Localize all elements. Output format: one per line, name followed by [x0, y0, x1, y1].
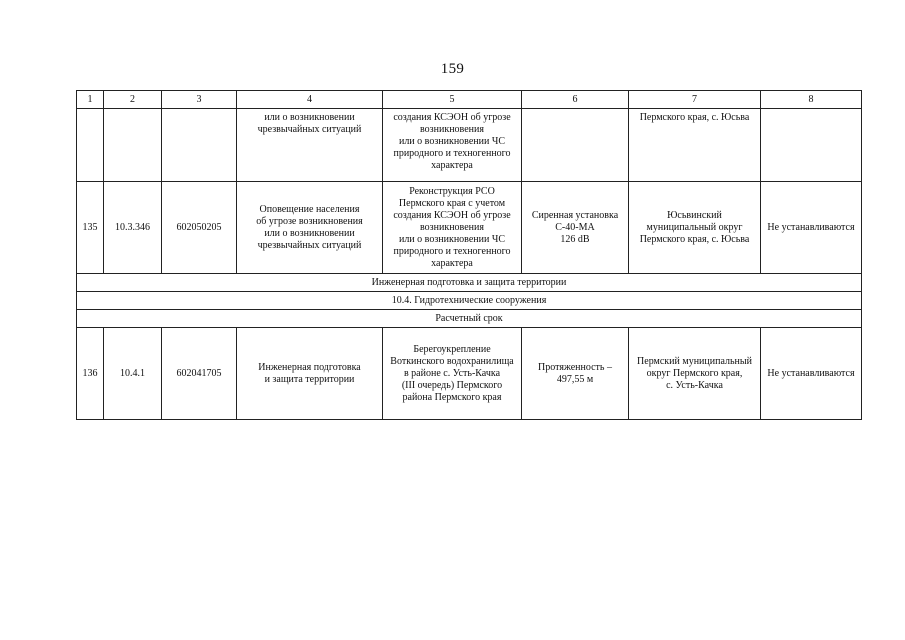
- header-row: [77, 91, 862, 109]
- characteristics-cell: [522, 109, 629, 182]
- zones-cell: Не устанавливаются: [761, 328, 862, 420]
- location-cell: Юсьвинский муниципальный округ Пермского края, с. Юсьва: [629, 182, 761, 274]
- object-name-cell: Берегоукрепление Воткинского водохранилища в районе с. Усть-Качка (III очередь) Пермского района Пермского края: [383, 328, 522, 420]
- period-title: Расчетный срок: [77, 310, 862, 328]
- characteristics-cell: Протяженность – 497,55 м: [522, 328, 629, 420]
- zones-cell: [761, 109, 862, 182]
- code-cell: [104, 109, 162, 182]
- location-cell: Пермский муниципальный округ Пермского края, с. Усть-Качка: [629, 328, 761, 420]
- table-row-135: [77, 182, 862, 274]
- header-cell: 7: [629, 91, 761, 109]
- code-cell: 10.3.346: [104, 182, 162, 274]
- row-number-cell: 136: [77, 328, 104, 420]
- row-number-cell: 135: [77, 182, 104, 274]
- section-row: [77, 274, 862, 292]
- page-number: 159: [440, 61, 465, 77]
- purpose-cell: Оповещение населения об угрозе возникновения или о возникновении чрезвычайных ситуаций: [237, 182, 383, 274]
- subsection-title: 10.4. Гидротехнические сооружения: [77, 292, 862, 310]
- code-cell: 10.4.1: [104, 328, 162, 420]
- section-row: [77, 292, 862, 310]
- zones-cell: Не устанавливаются: [761, 182, 862, 274]
- object-code-cell: [162, 109, 237, 182]
- header-cell: 4: [237, 91, 383, 109]
- header-cell: 2: [104, 91, 162, 109]
- header-cell: 8: [761, 91, 862, 109]
- row-number-cell: [77, 109, 104, 182]
- header-cell: 6: [522, 91, 629, 109]
- object-name-cell: Реконструкция РСО Пермского края с учетом создания КСЭОН об угрозе возникновения или о возникновении ЧС природного и техногенного характера: [383, 182, 522, 274]
- characteristics-cell: Сиренная установка С-40-МА 126 dB: [522, 182, 629, 274]
- object-code-cell: 602050205: [162, 182, 237, 274]
- section-row: [77, 310, 862, 328]
- object-code-cell: 602041705: [162, 328, 237, 420]
- register-table: [76, 90, 862, 420]
- object-name-cell: создания КСЭОН об угрозе возникновения или о возникновении ЧС природного и техногенного характера: [383, 109, 522, 182]
- location-cell: Пермского края, с. Юсьва: [629, 109, 761, 182]
- header-cell: 5: [383, 91, 522, 109]
- purpose-cell: Инженерная подготовка и защита территории: [237, 328, 383, 420]
- table-row-136: [77, 328, 862, 420]
- purpose-cell: или о возникновении чрезвычайных ситуаций: [237, 109, 383, 182]
- header-cell: 3: [162, 91, 237, 109]
- table-row-continuation: [77, 109, 862, 182]
- header-cell: 1: [77, 91, 104, 109]
- section-title: Инженерная подготовка и защита территории: [77, 274, 862, 292]
